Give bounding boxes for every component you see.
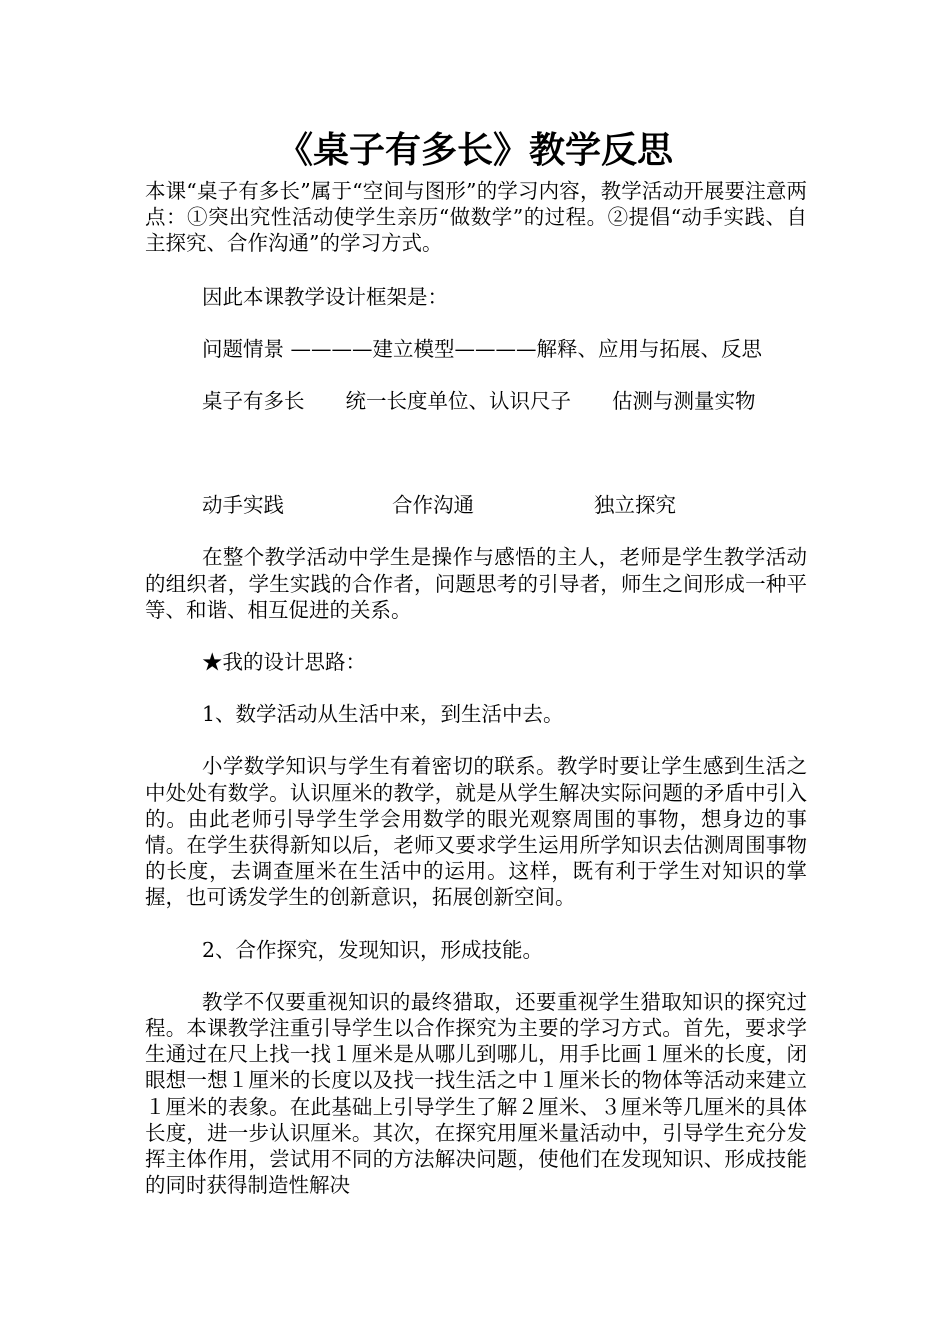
framework-intro: 因此本课教学设计框架是： <box>202 284 448 309</box>
methods-row <box>145 492 807 518</box>
method-item: 动手实践 <box>202 493 284 518</box>
roles-paragraph: 在整个教学活动中学生是操作与感悟的主人，老师是学生教学活动的组织者，学生实践的合作者，问题思考的引导者，师生之间形成一种平等、和谐、相互促进的关系。 <box>145 545 807 622</box>
document-title: 《桌子有多长》教学反思 <box>276 129 673 171</box>
framework-line-2: 桌子有多长 统一长度单位、认识尺子 估测与测量实物 <box>202 389 756 414</box>
point-2-heading: 2、合作探究，发现知识，形成技能。 <box>202 937 544 962</box>
document-body <box>145 178 807 1198</box>
framework-line-1: 问题情景 ————建立模型————解释、应用与拓展、反思 <box>202 336 763 361</box>
design-heading: ★我的设计思路： <box>202 650 366 675</box>
intro-paragraph: 本课“桌子有多长”属于“空间与图形”的学习内容，教学活动开展要注意两点：①突出究性活动使学生亲历“做数学”的过程。②提倡“动手实践、自主探究、合作沟通”的学习方式。 <box>145 179 807 256</box>
method-item: 独立探究 <box>594 493 676 518</box>
point-1-heading: 1、数学活动从生活中来，到生活中去。 <box>202 702 564 727</box>
method-item: 合作沟通 <box>392 493 474 518</box>
point-1-paragraph: 小学数学知识与学生有着密切的联系。教学时要让学生感到生活之中处处有数学。认识厘米的教学，就是从学生解决实际问题的矛盾中引入的。由此老师引导学生学会用数学的眼光观察周围的事物，想身边的事情。在学生获得新知以后，老师又要求学生运用所学知识去估测周围事物的长度，去调查厘米在生活中的运用。这样，既有利于学生对知识的掌握，也可诱发学生的创新意识，拓展创新空间。 <box>145 754 807 910</box>
point-2-paragraph: 教学不仅要重视知识的最终猎取，还要重视学生猎取知识的探究过程。本课教学注重引导学生以合作探究为主要的学习方式。首先，要求学生通过在尺上找一找１厘米是从哪儿到哪儿，用手比画１厘米的长度，闭眼想一想１厘米的长度以及找一找生活之中１厘米长的物体等活动来建立１厘米的表象。在此基础上引导学生了解２厘米、３厘米等几厘米的具体长度，进一步认识厘米。其次，在探究用厘米量活动中，引导学生充分发挥主体作用，尝试用不同的方法解决问题，使他们在发现知识、形成技能的同时获得制造性解决 <box>145 989 807 1198</box>
